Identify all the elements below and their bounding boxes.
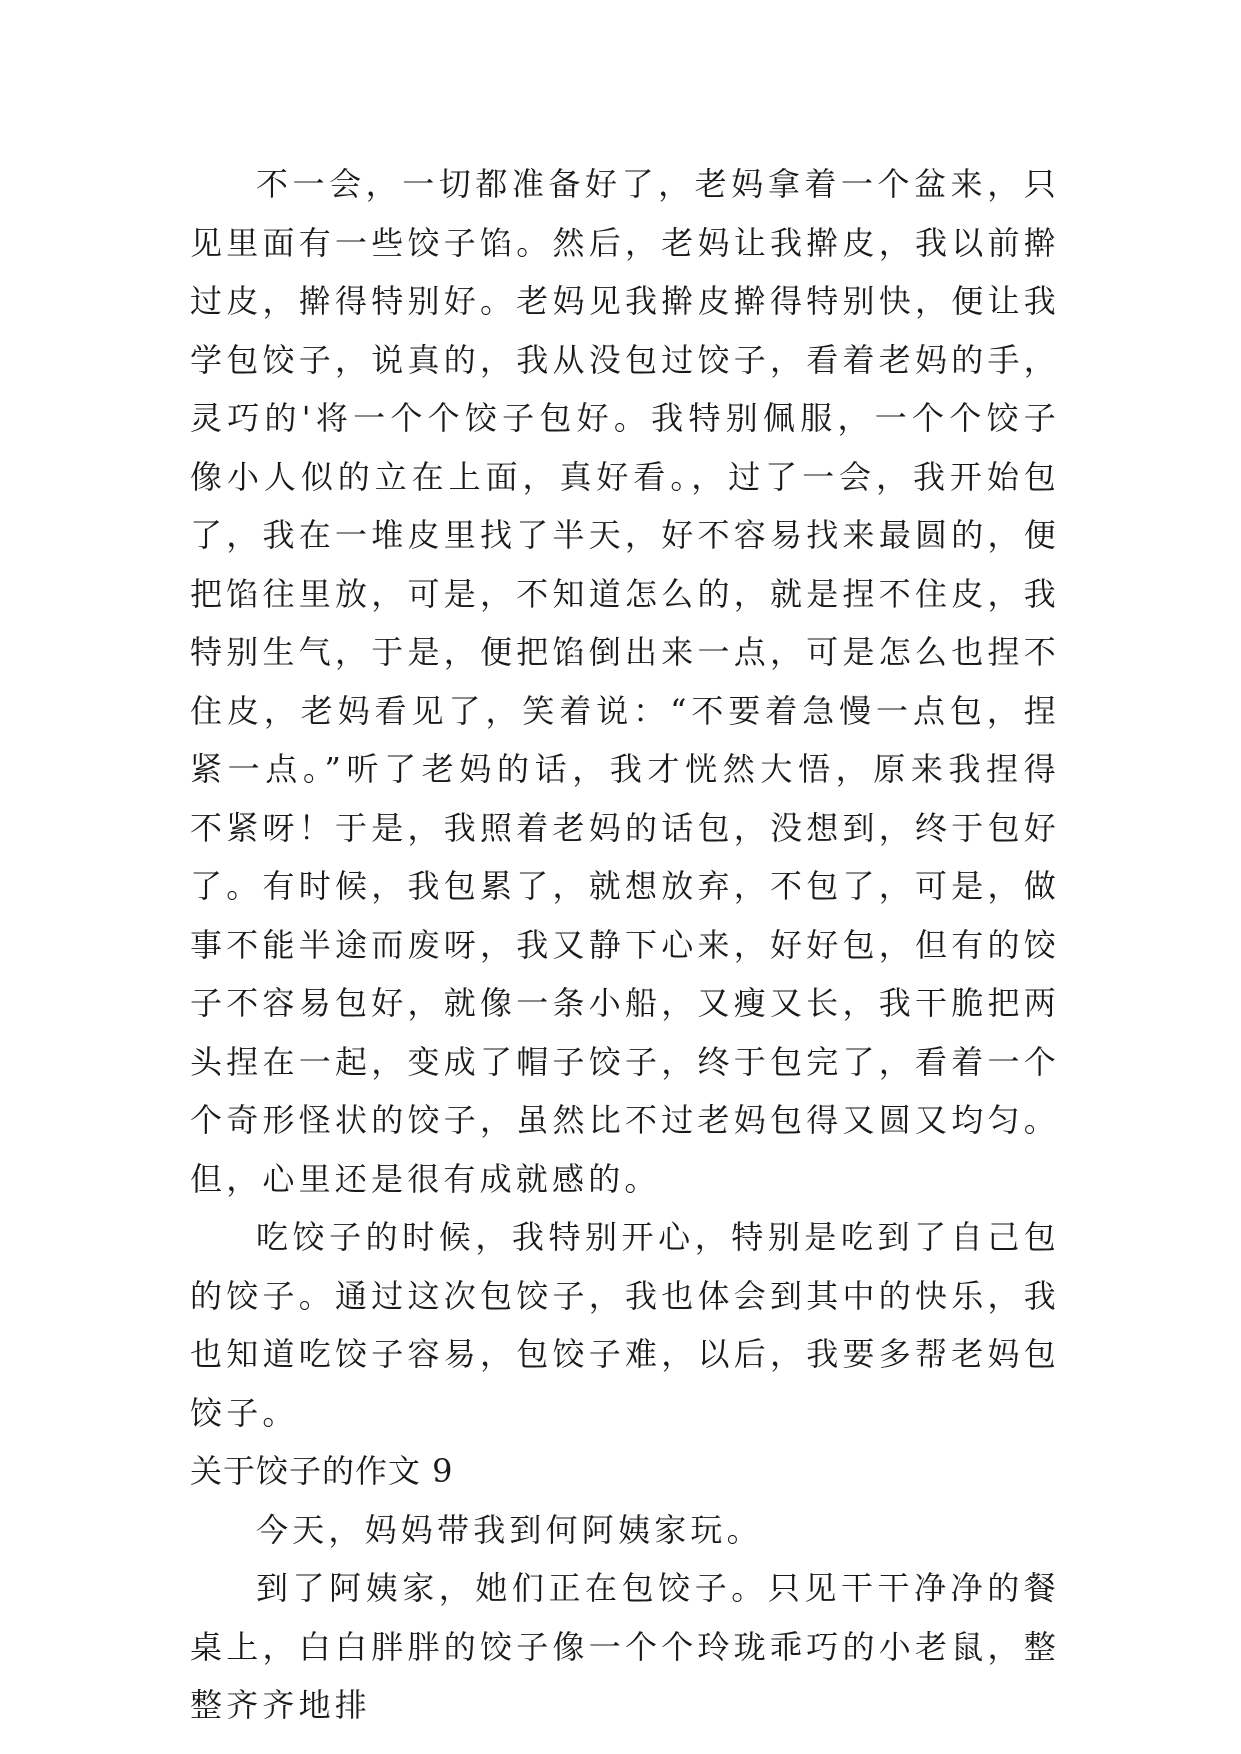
paragraph: 吃饺子的时候，我特别开心，特别是吃到了自己包的饺子。通过这次包饺子，我也体会到其中的快乐，我也知道吃饺子容易，包饺子难，以后，我要多帮老妈包饺子。	[190, 1218, 1060, 1432]
paragraph: 到了阿姨家，她们正在包饺子。只见干干净净的餐桌上，白白胖胖的饺子像一个个玲珑乖巧的小老鼠，整整齐齐地排	[190, 1569, 1060, 1724]
section-heading: 关于饺子的作文 9	[190, 1452, 454, 1490]
paragraph: 不一会，一切都准备好了，老妈拿着一个盆来，只见里面有一些饺子馅。然后，老妈让我擀皮，我以前擀过皮，擀得特别好。老妈见我擀皮擀得特别快，便让我学包饺子，说真的，我从没包过饺子，看着老妈的手，灵巧的'将一个个饺子包好。我特别佩服，一个个饺子像小人似的立在上面，真好看。，过了一会，我开始包了，我在一堆皮里找了半天，好不容易找来最圆的，便把馅往里放，可是，不知道怎么的，就是捏不住皮，我特别生气，于是，便把馅倒出来一点，可是怎么也捏不住皮，老妈看见了，笑着说：“不要着急慢一点包，捏紧一点。”听了老妈的话，我才恍然大悟，原来我捏得不紧呀！于是，我照着老妈的话包，没想到，终于包好了。有时候，我包累了，就想放弃，不包了，可是，做事不能半途而废呀，我又静下心来，好好包，但有的饺子不容易包好，就像一条小船，又瘦又长，我干脆把两头捏在一起，变成了帽子饺子，终于包完了，看着一个个奇形怪状的饺子，虽然比不过老妈包得又圆又均匀。但，心里还是很有成就感的。	[190, 165, 1060, 1198]
paragraph: 今天，妈妈带我到何阿姨家玩。	[256, 1510, 763, 1549]
document-page	[190, 155, 1060, 1735]
